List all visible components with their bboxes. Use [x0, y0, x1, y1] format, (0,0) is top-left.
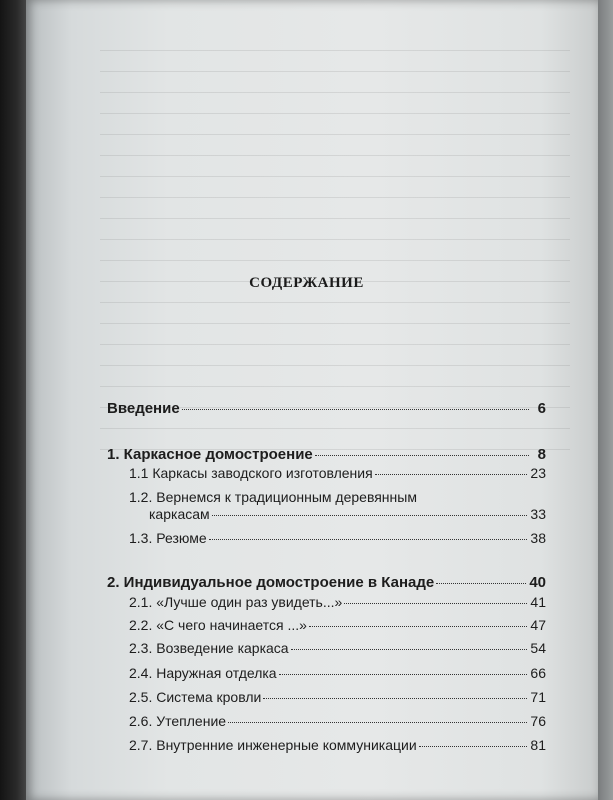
toc-entry-section-1-3[interactable] — [129, 530, 546, 546]
toc-entry-section-2-2[interactable] — [129, 617, 546, 633]
toc-leader-dots — [228, 722, 527, 723]
toc-entry-section-2-6[interactable] — [129, 713, 546, 729]
toc-leader-dots — [182, 409, 529, 410]
toc-entry-label: 1.3. Резюме — [129, 530, 207, 546]
toc-entry-label: каркасам — [149, 506, 210, 522]
toc-entry-section-1-1[interactable] — [129, 465, 546, 481]
toc-page-number: 40 — [529, 574, 546, 591]
toc-page-number: 6 — [537, 400, 546, 417]
toc-leader-dots — [291, 649, 528, 650]
toc-leader-dots — [344, 603, 527, 604]
toc-page-number: 66 — [530, 665, 546, 681]
book-spine-shadow — [0, 0, 28, 800]
toc-entry-chapter-2[interactable] — [107, 574, 546, 591]
toc-leader-dots — [315, 455, 529, 456]
toc-leader-dots — [375, 474, 528, 475]
toc-entry-section-2-3[interactable] — [129, 640, 546, 656]
toc-entry-section-1-2[interactable] — [149, 506, 546, 522]
toc-page-number: 71 — [530, 689, 546, 705]
toc-page-number: 38 — [530, 530, 546, 546]
toc-entry-label: 2.1. «Лучше один раз увидеть...» — [129, 594, 343, 610]
toc-entry-label: 1.1 Каркасы заводского изготовления — [129, 465, 373, 481]
toc-entry-label: 2.5. Система кровли — [129, 689, 262, 705]
toc-entry-section-2-4[interactable] — [129, 665, 546, 681]
toc-page-number: 47 — [530, 617, 546, 633]
show-through-text — [100, 30, 570, 450]
toc-page-number: 33 — [530, 506, 546, 522]
toc-entry-section-2-5[interactable] — [129, 689, 546, 705]
toc-entry-introduction[interactable] — [107, 400, 546, 417]
toc-leader-dots — [209, 539, 528, 540]
toc-title: СОДЕРЖАНИЕ — [249, 275, 364, 291]
toc-leader-dots — [263, 698, 527, 699]
toc-entry-label: Введение — [107, 400, 180, 417]
toc-entry-section-2-1[interactable] — [129, 594, 546, 610]
toc-page-number: 76 — [530, 713, 546, 729]
toc-entry-label: 2.6. Утепление — [129, 713, 227, 729]
toc-entry-label: 2.3. Возведение каркаса — [129, 640, 289, 656]
toc-leader-dots — [212, 515, 528, 516]
toc-page-number: 54 — [530, 640, 546, 656]
toc-entry-chapter-1[interactable] — [107, 446, 546, 463]
toc-entry-label: 1. Каркасное домостроение — [107, 446, 313, 463]
toc-page-number: 41 — [530, 594, 546, 610]
toc-page-number: 8 — [537, 446, 546, 463]
toc-page-number: 23 — [530, 465, 546, 481]
toc-leader-dots — [436, 583, 526, 584]
toc-entry-label: 2. Индивидуальное домостроение в Канаде — [107, 574, 435, 591]
toc-entry-label: 2.7. Внутренние инженерные коммуникации — [129, 737, 417, 753]
toc-entry-label: 2.4. Наружная отделка — [129, 665, 277, 681]
toc-leader-dots — [279, 674, 528, 675]
toc-entry-section-2-7[interactable] — [129, 737, 546, 753]
toc-entry-label: 2.2. «С чего начинается ...» — [129, 617, 307, 633]
toc-leader-dots — [419, 746, 528, 747]
toc-page-number: 81 — [530, 737, 546, 753]
toc-leader-dots — [309, 626, 527, 627]
page-edge — [598, 0, 613, 800]
toc-entry-section-1-2-line1[interactable]: 1.2. Вернемся к традиционным деревянным — [129, 489, 417, 505]
